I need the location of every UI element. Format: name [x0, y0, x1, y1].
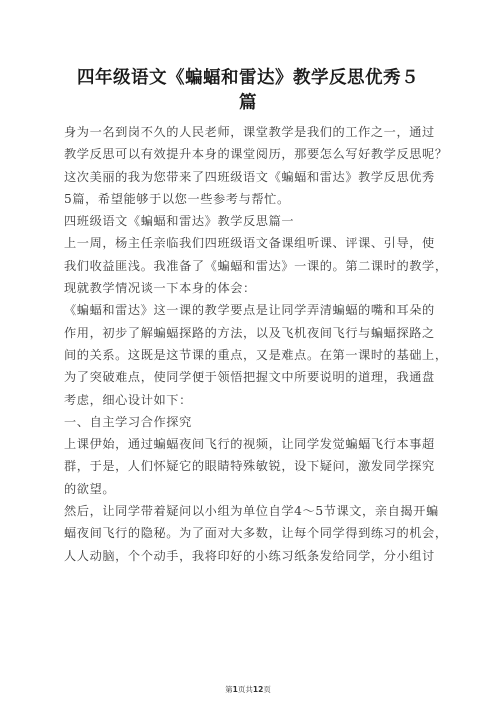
body-line: 这次美丽的我为您带来了四班级语文《蝙蝠和雷达》教学反思优秀	[64, 169, 435, 184]
footer-middle: 页共	[237, 685, 253, 694]
body-line: 人人动脑，个个动手，我将印好的小练习纸条发给同学，分小组讨	[64, 548, 435, 563]
body-line: 为了突破难点，使同学便于领悟把握文中所要说明的道理，我通盘	[64, 370, 435, 385]
body-line: 现就教学情况谈一下本身的体会：	[64, 281, 256, 296]
page-footer	[0, 684, 496, 695]
section-heading: 四班级语文《蝙蝠和雷达》教学反思篇一	[64, 214, 295, 229]
footer-total-pages: 12	[252, 685, 264, 694]
body-line: 身为一名到岗不久的人民老师，课堂教学是我们的工作之一，通过	[64, 125, 435, 139]
body-line: 《蝙蝠和雷达》这一课的教学要点是让同学弄清蝙蝠的嘴和耳朵的	[64, 303, 435, 318]
body-line: 教学反思可以有效提升本身的课堂阅历，那要怎么写好教学反思呢？	[64, 147, 448, 162]
footer-prefix: 第	[225, 685, 233, 694]
body-line: 群，于是，人们怀疑它的眼睛特殊敏锐，设下疑问，激发同学探究	[64, 459, 435, 474]
body-line: 作用，初步了解蝙蝠探路的方法，以及飞机夜间飞行与蝙蝠探路之	[64, 325, 435, 340]
document-title	[60, 66, 436, 116]
title-line-2: 篇	[239, 93, 257, 113]
document-body	[64, 121, 448, 567]
body-line: 我们收益匪浅。我准备了《蝙蝠和雷达》一课的。第二课时的教学，	[64, 258, 448, 273]
footer-page-number: 1	[232, 685, 238, 694]
body-line: 的欲望。	[64, 481, 116, 496]
section-heading: 一、自主学习合作探究	[64, 414, 192, 429]
title-line-1: 四年级语文《蝙蝠和雷达》教学反思优秀５	[77, 68, 419, 88]
footer-suffix: 页	[263, 685, 271, 694]
body-line: 5篇，希望能够于以您一些参考与帮忙。	[64, 191, 290, 206]
body-line: 间的关系。这既是这节课的重点，又是难点。在第一课时的基础上，	[64, 347, 448, 362]
body-line: 考虑，细心设计如下：	[64, 392, 192, 407]
body-line: 蝠夜间飞行的隐秘。为了面对大多数，让每个同学得到练习的机会，	[64, 526, 448, 541]
body-line: 上一周，杨主任亲临我们四班级语文备课组听课、评课、引导，使	[64, 236, 435, 251]
body-line: 然后，让同学带着疑问以小组为单位自学4～5节课文，亲自揭开蝙	[64, 504, 439, 519]
body-line: 上课伊始，通过蝙蝠夜间飞行的视频，让同学发觉蝙蝠飞行本事超	[64, 437, 435, 452]
